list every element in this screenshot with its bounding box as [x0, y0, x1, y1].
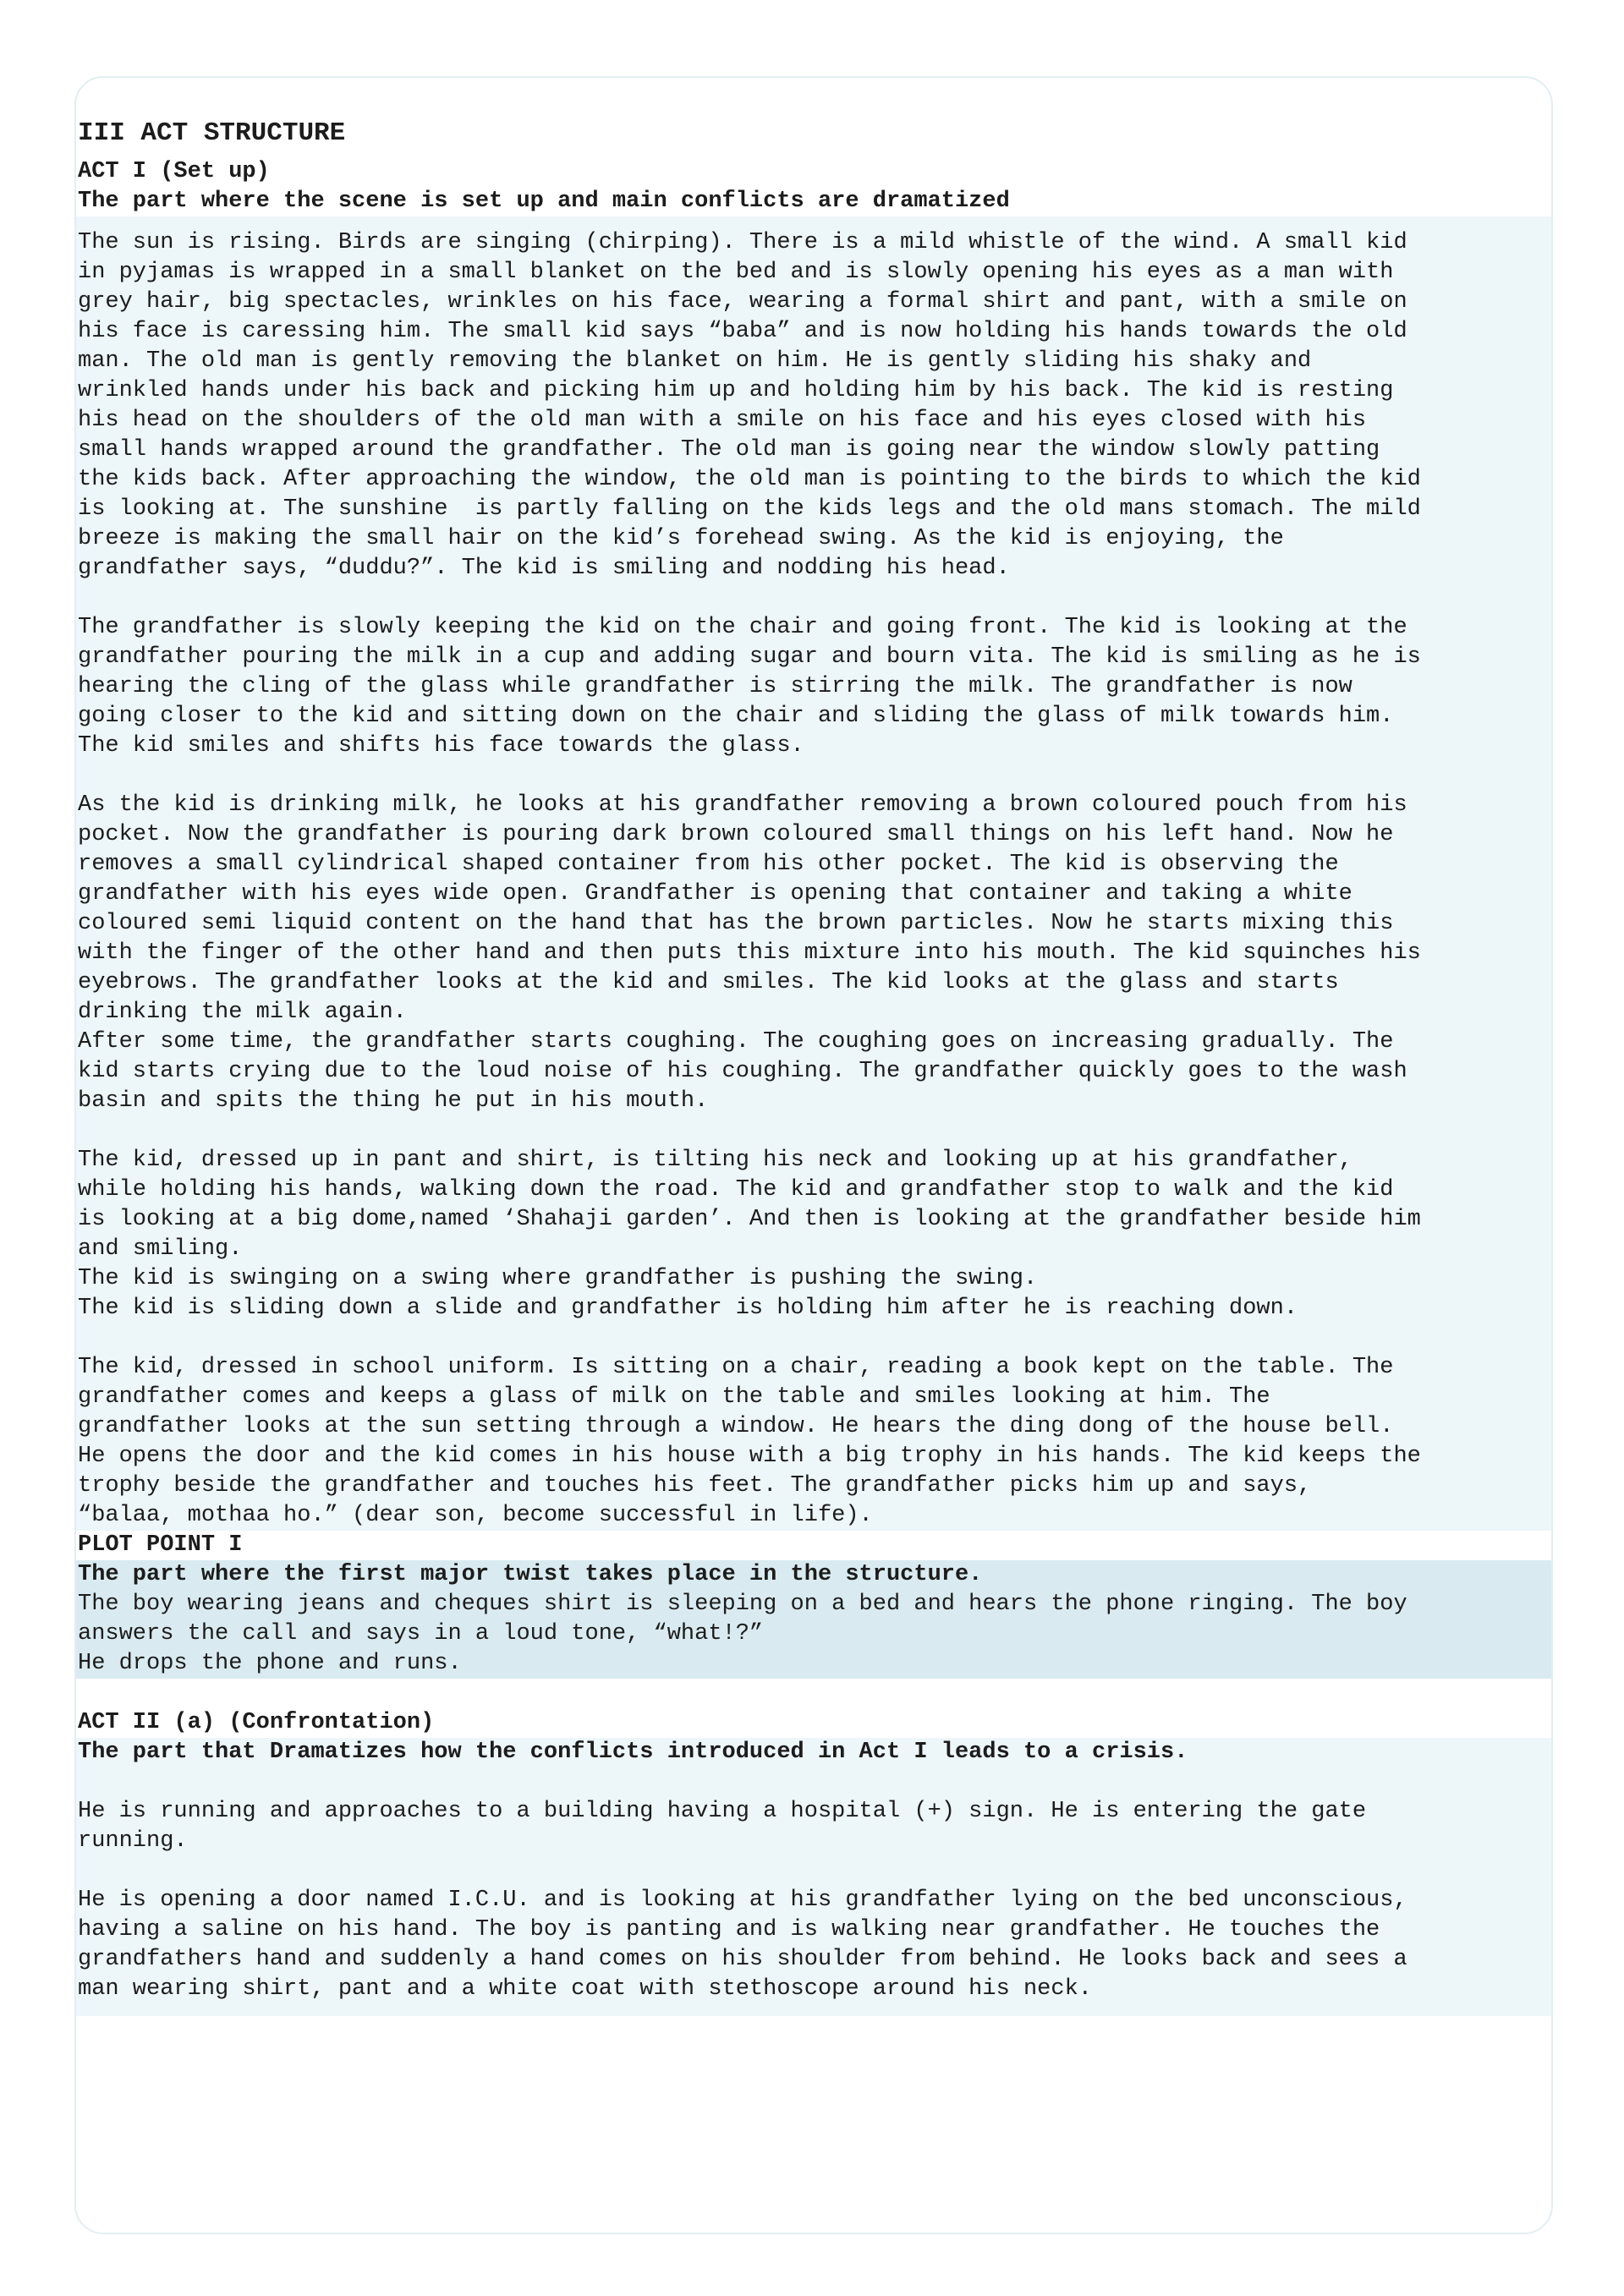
- text-line: basin and spits the thing he put in his mouth.: [78, 1088, 709, 1114]
- plot-point-heading: PLOT POINT I: [78, 1532, 243, 1558]
- act1-body: [76, 216, 1551, 1531]
- text-line: and smiling.: [78, 1236, 243, 1262]
- text-line: The kid is sliding down a slide and grandfather is holding him after he is reaching down.: [78, 1296, 1298, 1321]
- text-line: After some time, the grandfather starts coughing. The coughing goes on increasing gradually. The: [78, 1029, 1394, 1055]
- text-line: grey hair, big spectacles, wrinkles on his face, wearing a formal shirt and pant, with a smile on: [78, 289, 1407, 315]
- act1-paragraph-1: [76, 228, 1551, 584]
- text-line: The kid smiles and shifts his face towards the glass.: [78, 733, 804, 759]
- document-body: [76, 76, 1551, 2016]
- text-line: having a saline on his hand. The boy is panting and is walking near grandfather. He touches the: [78, 1917, 1380, 1943]
- text-line: in pyjamas is wrapped in a small blanket on the bed and is slowly opening his eyes as a man with: [78, 260, 1394, 285]
- text-line: The boy wearing jeans and cheques shirt is sleeping on a bed and hears the phone ringing. The boy: [78, 1592, 1407, 1617]
- act2a-body: [76, 1738, 1551, 2016]
- text-line: is looking at a big dome,named ‘Shahaji garden’. And then is looking at the grandfather beside him: [78, 1207, 1421, 1232]
- text-line: answers the call and says in a loud tone, “what!?”: [78, 1621, 764, 1647]
- text-line: breeze is making the small hair on the kid’s forehead swing. As the kid is enjoying, the: [78, 526, 1284, 551]
- text-line: going closer to the kid and sitting down on the chair and sliding the glass of milk towards him.: [78, 704, 1394, 729]
- text-line: kid starts crying due to the loud noise of his coughing. The grandfather quickly goes to the wash: [78, 1059, 1407, 1084]
- act1-paragraph-5: [76, 1353, 1551, 1531]
- act2a-paragraph-2: [76, 1886, 1551, 2004]
- text-line: running.: [78, 1828, 188, 1854]
- text-line: eyebrows. The grandfather looks at the kid and smiles. The kid looks at the glass and starts: [78, 970, 1339, 995]
- text-line: The sun is rising. Birds are singing (chirping). There is a mild whistle of the wind. A small kid: [78, 230, 1407, 255]
- plot-point-body: [76, 1560, 1551, 1679]
- text-line: grandfather pouring the milk in a cup and adding sugar and bourn vita. The kid is smiling as he is: [78, 644, 1421, 670]
- text-line: The kid, dressed up in pant and shirt, is tilting his neck and looking up at his grandfather,: [78, 1148, 1352, 1173]
- text-line: He opens the door and the kid comes in his house with a big trophy in his hands. The kid keeps the: [78, 1444, 1421, 1469]
- text-line: small hands wrapped around the grandfather. The old man is going near the window slowly patting: [78, 437, 1380, 463]
- text-line: the kids back. After approaching the window, the old man is pointing to the birds to which the kid: [78, 467, 1421, 492]
- act1-heading: ACT I (Set up): [78, 159, 270, 184]
- text-line: grandfather comes and keeps a glass of milk on the table and smiles looking at him. The: [78, 1384, 1270, 1410]
- text-line: He drops the phone and runs.: [78, 1651, 462, 1676]
- act1-subheading: The part where the scene is set up and main conflicts are dramatized: [78, 189, 1010, 214]
- text-line: removes a small cylindrical shaped container from his other pocket. The kid is observing the: [78, 852, 1339, 877]
- text-line: man wearing shirt, pant and a white coat with stethoscope around his neck.: [78, 1976, 1092, 2002]
- act1-paragraph-2: [76, 613, 1551, 761]
- text-line: coloured semi liquid content on the hand that has the brown particles. Now he starts mixing this: [78, 911, 1394, 936]
- text-line: pocket. Now the grandfather is pouring dark brown coloured small things on his left hand. Now he: [78, 822, 1394, 847]
- text-line: grandfather with his eyes wide open. Grandfather is opening that container and taking a white: [78, 881, 1352, 907]
- text-line: He is running and approaches to a building having a hospital (+) sign. He is entering the gate: [78, 1799, 1367, 1824]
- text-line: The kid, dressed in school uniform. Is sitting on a chair, reading a book kept on the table. The: [78, 1355, 1394, 1380]
- text-line: while holding his hands, walking down the road. The kid and grandfather stop to walk and the kid: [78, 1177, 1394, 1203]
- text-line: As the kid is drinking milk, he looks at his grandfather removing a brown coloured pouch from his: [78, 792, 1407, 818]
- text-line: drinking the milk again.: [78, 1000, 407, 1025]
- plot-point-subheading: The part where the first major twist takes place in the structure.: [78, 1562, 983, 1587]
- text-line: grandfathers hand and suddenly a hand comes on his shoulder from behind. He looks back and sees a: [78, 1947, 1407, 1972]
- text-line: wrinkled hands under his back and picking him up and holding him by his back. The kid is resting: [78, 378, 1394, 403]
- text-line: grandfather looks at the sun setting through a window. He hears the ding dong of the house bell.: [78, 1414, 1394, 1439]
- text-line: grandfather says, “duddu?”. The kid is smiling and nodding his head.: [78, 556, 1010, 581]
- text-line: trophy beside the grandfather and touches his feet. The grandfather picks him up and says,: [78, 1473, 1312, 1499]
- text-line: The grandfather is slowly keeping the kid on the chair and going front. The kid is looking at the: [78, 615, 1407, 640]
- act1-paragraph-4: [76, 1146, 1551, 1323]
- text-line: his head on the shoulders of the old man with a smile on his face and his eyes closed with his: [78, 408, 1367, 433]
- text-line: The kid is swinging on a swing where grandfather is pushing the swing.: [78, 1266, 1038, 1291]
- act2a-paragraph-1: [76, 1797, 1551, 1856]
- act1-paragraph-3: [76, 791, 1551, 1116]
- text-line: hearing the cling of the glass while grandfather is stirring the milk. The grandfather is now: [78, 674, 1352, 699]
- text-line: his face is caressing him. The small kid says “baba” and is now holding his hands towards the old: [78, 319, 1407, 344]
- text-line: man. The old man is gently removing the blanket on him. He is gently sliding his shaky and: [78, 348, 1312, 374]
- act2a-subheading: The part that Dramatizes how the conflicts introduced in Act I leads to a crisis.: [78, 1740, 1188, 1765]
- text-line: “balaa, mothaa ho.” (dear son, become successful in life).: [78, 1503, 873, 1528]
- text-line: is looking at. The sunshine is partly falling on the kids legs and the old mans stomach. The mild: [78, 496, 1421, 522]
- document-title: III ACT STRUCTURE: [78, 118, 346, 148]
- act2a-heading: ACT II (a) (Confrontation): [78, 1710, 435, 1735]
- text-line: He is opening a door named I.C.U. and is looking at his grandfather lying on the bed unconscious,: [78, 1888, 1407, 1913]
- text-line: with the finger of the other hand and then puts this mixture into his mouth. The kid squinches his: [78, 940, 1421, 966]
